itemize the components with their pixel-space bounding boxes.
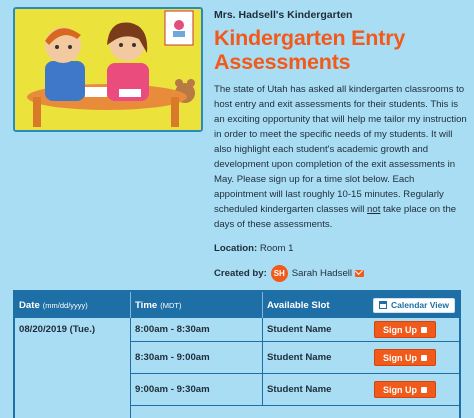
signup-table [13,290,461,418]
time-header-label: Time [135,299,158,311]
pencil-icon [421,355,427,361]
location-label: Location: [214,243,258,254]
event-info [214,8,468,282]
sign-up-button[interactable] [374,349,436,366]
sign-up-button[interactable] [374,381,436,398]
mail-icon[interactable] [355,270,364,277]
page-title: Kindergarten Entry Assessments [214,26,406,74]
calendar-view-label: Calendar View [391,300,449,310]
time-cell: 8:30am - 9:00am [131,342,263,373]
header-illustration [13,7,203,132]
slot-cell [263,381,459,398]
column-header-time [131,292,263,318]
date-cell: 08/20/2019 (Tue.) [15,318,131,418]
time-cell: 9:00am - 9:30am [131,374,263,405]
calendar-icon [379,301,387,309]
sign-up-label: Sign Up [383,384,417,395]
table-row [131,342,459,374]
sign-up-label: Sign Up [383,324,417,335]
column-header-slot [263,292,459,318]
date-header-hint: (mm/dd/yyyy) [42,300,88,310]
table-row [131,318,459,342]
slot-label: Student Name [267,384,332,395]
table-body [15,318,459,418]
description-text-end: take place on the days of these assessments. [214,204,457,230]
created-by-label: Created by: [214,268,267,279]
slot-label: Student Name [267,324,332,335]
sign-up-label: Sign Up [383,352,417,363]
creator-name: Sarah Hadsell [291,268,353,279]
slot-cell [263,349,459,366]
slot-cell [263,321,459,338]
calendar-view-button[interactable] [373,298,455,313]
date-header-label: Date [19,299,40,311]
kids-drawing-illustration [15,9,201,130]
slot-header-label: Available Slot [267,299,330,311]
avatar: SH [271,265,288,282]
time-cell: 8:00am - 8:30am [131,318,263,341]
sign-up-button[interactable] [374,321,436,338]
description-emphasis: not [367,204,381,215]
event-description [214,82,468,232]
pencil-icon [421,327,427,333]
time-header-hint: (MDT) [160,300,182,310]
table-header [15,292,459,318]
slot-label: Student Name [267,352,332,363]
description-text: The state of Utah has asked all kindergarten classrooms to host entry and exit assessments for their students. This is an exciting opportunity that will help me tailor my instruction in order to meet the specific needs of my students. It will also highlight each student's academic growth and development upon completion of the exit assessments in May. Please sign up for a time slot below. Each appointment will last roughly 10-15 minutes. Regularly scheduled kindergarten classes will [214,84,467,215]
time-slot-rows [131,318,459,418]
location-value: Room 1 [259,243,294,254]
pencil-icon [421,387,427,393]
location [214,242,468,255]
table-row [131,374,459,406]
column-header-date [15,292,131,318]
created-by [214,265,468,282]
organizer-name[interactable]: Mrs. Hadsell's Kindergarten [214,9,353,21]
